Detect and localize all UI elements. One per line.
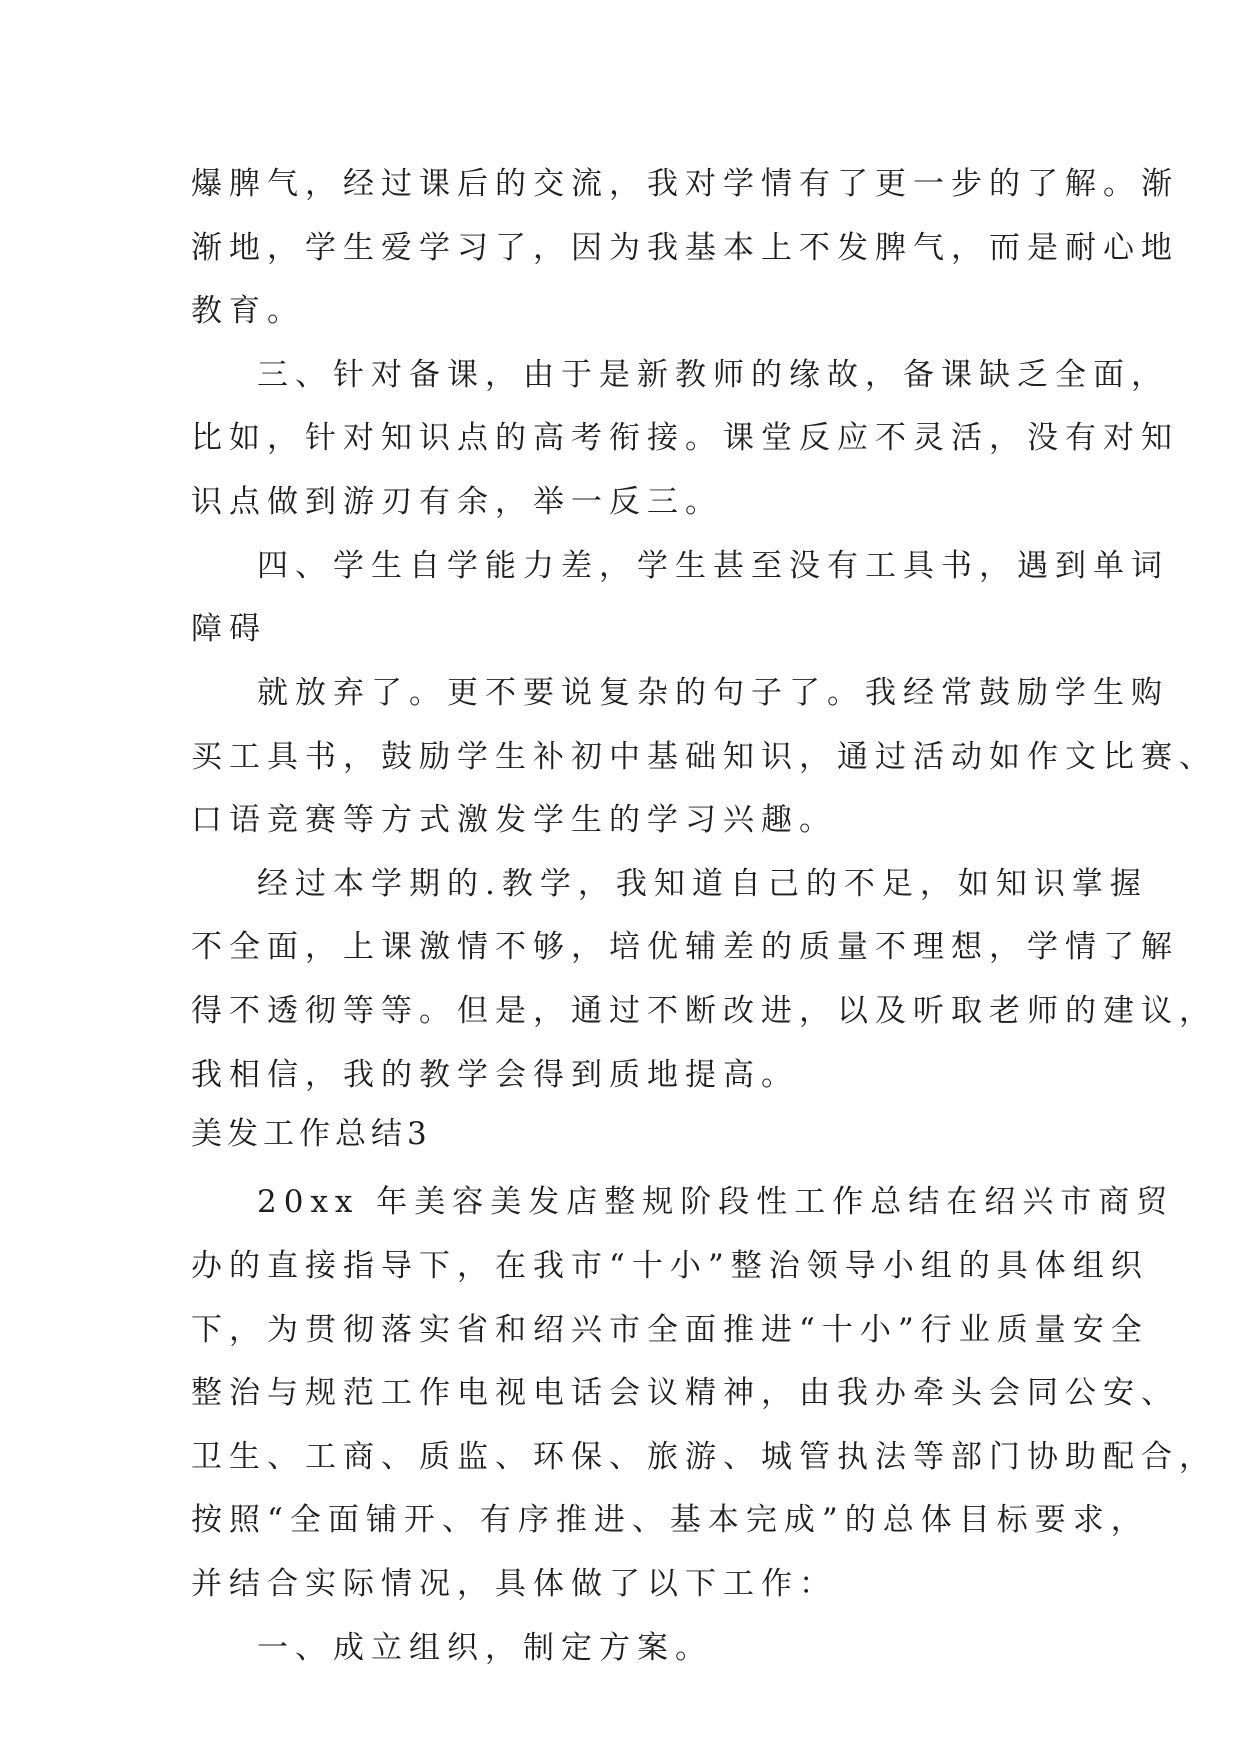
body-text-line: 得不透彻等等。但是，通过不断改进，以及听取老师的建议，: [191, 993, 1217, 1029]
body-text-line: 口语竞赛等方式激发学生的学习兴趣。: [191, 802, 837, 838]
paragraph-start-line: 四、学生自学能力差，学生甚至没有工具书，遇到单词: [257, 548, 1169, 584]
paragraph-start-line: 三、针对备课，由于是新教师的缘故，备课缺乏全面，: [257, 357, 1169, 393]
body-text-line: 渐地，学生爱学习了，因为我基本上不发脾气，而是耐心地: [191, 230, 1179, 266]
body-text-line: 不全面，上课激情不够，培优辅差的质量不理想，学情了解: [191, 929, 1179, 965]
body-text-line: 并结合实际情况，具体做了以下工作：: [191, 1566, 837, 1602]
body-text-line: 识点做到游刃有余，举一反三。: [191, 484, 723, 520]
section-heading: 美发工作总结3: [191, 1116, 432, 1152]
paragraph-start-line: 就放弃了。更不要说复杂的句子了。我经常鼓励学生购: [257, 675, 1169, 711]
body-text-line: 下，为贯彻落实省和绍兴市全面推进“十小”行业质量安全: [191, 1312, 1149, 1348]
body-text-line: 买工具书，鼓励学生补初中基础知识，通过活动如作文比赛、: [191, 739, 1217, 775]
paragraph-start-line: 经过本学期的.教学，我知道自己的不足，如知识掌握: [257, 866, 1148, 902]
body-text-line: 办的直接指导下，在我市“十小”整治领导小组的具体组织: [191, 1248, 1149, 1284]
body-text-line: 我相信，我的教学会得到质地提高。: [191, 1057, 799, 1093]
body-text-line: 按照“全面铺开、有序推进、基本完成”的总体目标要求，: [191, 1502, 1149, 1538]
body-text-line: 教育。: [191, 293, 305, 329]
body-text-line: 障碍: [191, 611, 267, 647]
body-text-line: 爆脾气，经过课后的交流，我对学情有了更一步的了解。渐: [191, 166, 1179, 202]
body-text-line: 比如，针对知识点的高考衔接。课堂反应不灵活，没有对知: [191, 420, 1179, 456]
body-text-line: 整治与规范工作电视电话会议精神，由我办牵头会同公安、: [191, 1375, 1179, 1411]
paragraph-start-line: 20xx 年美容美发店整规阶段性工作总结在绍兴市商贸: [257, 1184, 1175, 1220]
body-text-line: 卫生、工商、质监、环保、旅游、城管执法等部门协助配合，: [191, 1439, 1217, 1475]
paragraph-start-line: 一、成立组织，制定方案。: [257, 1630, 713, 1666]
